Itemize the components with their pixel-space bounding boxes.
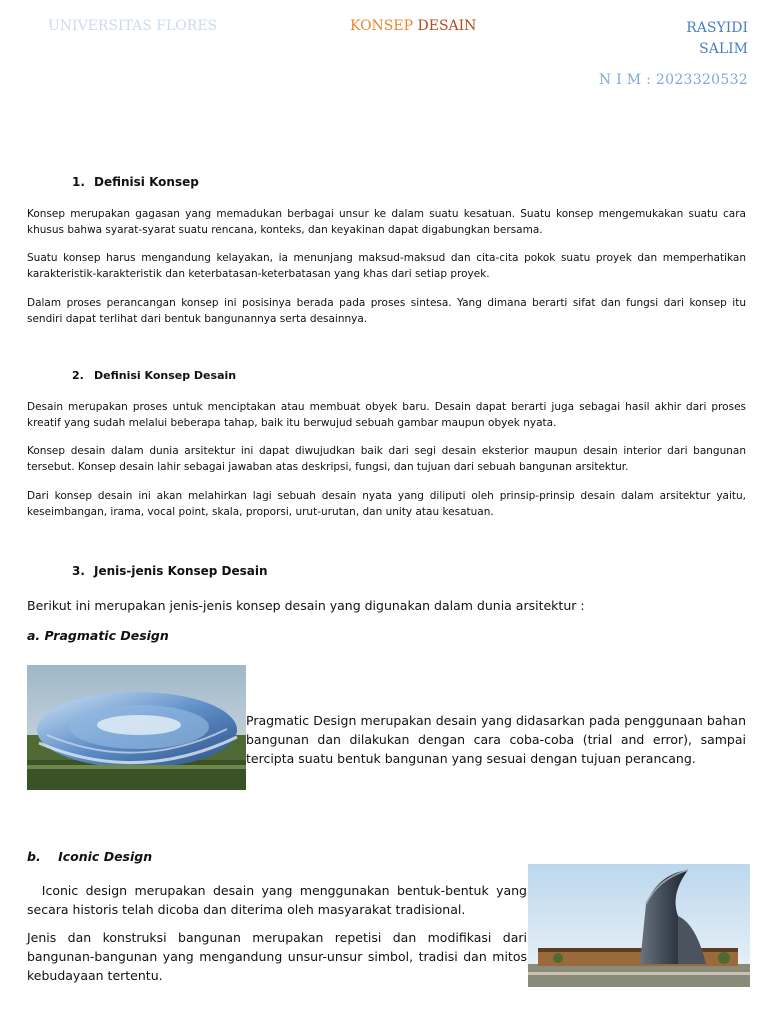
section-2-heading bbox=[72, 369, 236, 382]
section-1-paragraph-2: Suatu konsep harus mengandung kelayakan, ia menunjang maksud-maksud dan cita-cita pokok suatu proyek dan memperhatikan karakteristik-karakteristik dan keterbatasan-keterbatasan yang khas dari setiap proyek. bbox=[27, 252, 746, 280]
section-2-paragraph-3: Dari konsep desain ini akan melahirkan lagi sebuah desain nyata yang diliputi oleh prinsip-prinsip desain dalam arsitektur yaitu, keseimbangan, irama, vocal point, skala, proporsi, urut-urutan, dan unity atau kesatuan. bbox=[27, 490, 746, 518]
section-1-title: Definisi Konsep bbox=[94, 175, 199, 189]
pragmatic-building-photo bbox=[27, 665, 246, 790]
section-2-paragraph-1: Desain merupakan proses untuk menciptakan atau membuat obyek baru. Desain dapat berarti juga sebagai hasil akhir dari proses kreatif yang sudah melalui beberapa tahap, baik itu berwujud sebuah gambar maupun obyek nyata. bbox=[27, 401, 746, 429]
iconic-design-label bbox=[27, 849, 152, 864]
section-1-number: 1. bbox=[72, 175, 85, 189]
iconic-building-photo bbox=[528, 864, 750, 987]
section-3-intro: Berikut ini merupakan jenis-jenis konsep desain yang digunakan dalam dunia arsitektur : bbox=[27, 598, 585, 613]
author-name bbox=[686, 18, 748, 60]
author-line-2: SALIM bbox=[699, 41, 748, 57]
title-part-1: KONSEP bbox=[350, 18, 418, 34]
iconic-design-paragraph-2: Jenis dan konstruksi bangunan merupakan repetisi dan modifikasi dari bangunan-bangunan yang mengandung unsur-unsur simbol, tradisi dan mitos kebudayaan tertentu. bbox=[27, 930, 527, 983]
section-3-number: 3. bbox=[72, 564, 85, 578]
section-2-paragraph-2: Konsep desain dalam dunia arsitektur ini dapat diwujudkan baik dari segi desain eksterior maupun desain interior dari bangunan tersebut. Konsep desain lahir sebagai jawaban atas deskripsi, fungsi, dan tujuan dari sebuah bangunan arsitektur. bbox=[27, 445, 746, 473]
section-2-number: 2. bbox=[72, 369, 84, 382]
pragmatic-design-label: a. Pragmatic Design bbox=[27, 628, 169, 643]
document-title bbox=[350, 18, 476, 34]
iconic-design-label-text: b. Iconic Design bbox=[27, 849, 153, 864]
title-part-2: DESAIN bbox=[417, 18, 477, 34]
section-3-title: Jenis-jenis Konsep Desain bbox=[94, 564, 268, 578]
section-1-heading bbox=[72, 175, 199, 189]
section-1-paragraph-3: Dalam proses perancangan konsep ini posisinya berada pada proses sintesa. Yang dimana berarti sifat dan fungsi dari konsep itu sendiri dapat terlihat dari bentuk bangunannya serta desainnya. bbox=[27, 297, 746, 325]
section-1-paragraph-1: Konsep merupakan gagasan yang memadukan berbagai unsur ke dalam suatu kesatuan. Suatu konsep mengemukakan suatu cara khusus bahwa syarat-syarat suatu rencana, konteks, dan keyakinan dapat digabungkan bersama. bbox=[27, 208, 746, 236]
section-3-heading bbox=[72, 564, 268, 578]
institution-name: UNIVERSITAS FLORES bbox=[48, 18, 218, 34]
pragmatic-design-text: Pragmatic Design merupakan desain yang didasarkan pada penggunaan bahan bangunan dan dilakukan dengan cara coba-coba (trial and error), sampai tercipta suatu bentuk bangunan yang sesuai dengan tujuan perancang. bbox=[246, 713, 746, 766]
section-2-title: Definisi Konsep Desain bbox=[94, 369, 237, 382]
iconic-design-paragraph-1: Iconic design merupakan desain yang menggunakan bentuk-bentuk yang secara historis telah dicoba dan diterima oleh masyarakat tradisional. bbox=[27, 883, 527, 917]
student-id: N I M : 2023320532 bbox=[598, 72, 748, 88]
author-line-1: RASYIDI bbox=[686, 20, 748, 36]
